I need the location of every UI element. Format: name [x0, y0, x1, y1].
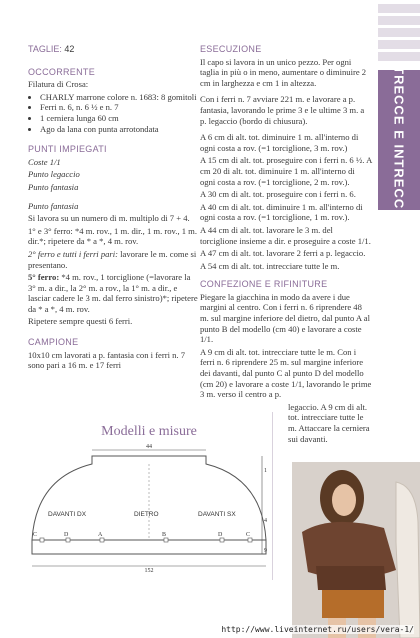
shorts [322, 590, 384, 618]
list-item: • Ferri n. 6, n. 6 ½ e n. 7 [40, 102, 198, 113]
dim-bottom-label: 9 [264, 548, 267, 554]
sizes-label: TAGLIE: [28, 44, 62, 54]
right-column [200, 44, 372, 446]
sweater-ribbing [316, 566, 386, 590]
point-marker [220, 538, 224, 542]
finishing-text: legaccio. A 9 cm di alt. tot. intrecciare tutte le m. Attaccare la cerniera sui davanti. [288, 401, 370, 444]
right-panel-label: DAVANTI SX [198, 511, 236, 518]
instructions-text: A 44 cm di alt. tot. lavorare le 3 m. del torciglione insieme a dir. e proseguire a coste 1/1. [200, 224, 371, 246]
row-text: *4 m. rov., 1 torciglione (=lavorare la 3° m. a dir., la 2° m. a rov., la 1° m. a dir., e lasciar cadere le 3 m. dal ferro sinistro)*; ripetere da * a *, 4 m. rov. [28, 272, 198, 314]
point-marker [248, 538, 252, 542]
diagram-title: Modelli e misure [101, 424, 197, 439]
tab-strip [378, 40, 420, 49]
stitch-text: Si lavora su un numero di m. multiplo di 7 + 4. [28, 213, 190, 224]
stitch-text: Ripetere sempre questi 6 ferri. [28, 316, 133, 327]
left-panel-label: DAVANTI DX [48, 511, 87, 518]
point-marker [40, 538, 44, 542]
point-marker [66, 538, 70, 542]
tab-strip [378, 4, 420, 13]
stitch-name: Punto fantasia [28, 200, 79, 211]
stitch-name: Punto fantasia [28, 181, 79, 192]
materials-list [28, 92, 198, 134]
source-url: http://www.liveinternet.ru/users/vera-1/ [221, 625, 414, 634]
instructions-heading: ESECUZIONE [200, 44, 262, 54]
point-label: B [162, 532, 167, 538]
point-label: C [246, 532, 251, 538]
point-label: D [64, 532, 69, 538]
point-label: A [98, 532, 103, 538]
model-face [332, 484, 356, 516]
schematic-drawing [26, 412, 272, 580]
point-marker [100, 538, 104, 542]
tab-strip [378, 52, 420, 61]
gauge-heading: CAMPIONE [28, 337, 79, 348]
instructions-text: A 15 cm di alt. tot. proseguire con i ferri n. 6 ½. A cm 20 di alt. tot. diminuire 1 m. all'interno di ogni costa a rov. (=1 torciglione, 2 m. rov.). [200, 155, 372, 187]
stitch-text [28, 249, 198, 270]
dim-top-label: 1 [264, 468, 267, 474]
stitches-heading: PUNTI IMPIEGATI [28, 144, 107, 155]
center-panel-label: DIETRO [134, 511, 159, 518]
instructions-text: A 54 cm di alt. tot. intrecciare tutte le m. [200, 260, 340, 271]
instructions-text: A 6 cm di alt. tot. diminuire 1 m. all'interno di ogni costa a rov. (=1 torciglione, 3 m. rov.) [200, 132, 359, 153]
section-tab [378, 66, 420, 214]
model-photo [292, 462, 420, 638]
dim-mid-label: 4 [264, 518, 267, 524]
instructions-text: A 30 cm di alt. tot. proseguire con i ferri n. 6. [200, 189, 356, 200]
row-label: 5° ferro: [28, 272, 60, 283]
finishing-heading: CONFEZIONE E RIFINITURE [200, 279, 328, 290]
point-label: D [218, 532, 223, 538]
materials-heading: OCCORRENTE [28, 66, 96, 77]
stitch-text: 1° e 3° ferro: *4 m. rov., 1 m. dir., 1 m. rov., 1 m. dir.*; ripetere da * a *, 4 m. rov. [28, 225, 198, 247]
row-text: lavorare le m. come si presentano. [28, 248, 197, 270]
finishing-text: A 9 cm di alt. tot. intrecciare tutte le m. Con i ferri n. 6 riprendere 25 m. sul margine inferiore dei davanti, dal punto C al punto D del modello (cm 20) e lavorare a coste 1/1, lavorando le prime 3 m. verso il centro a p. [200, 346, 372, 400]
list-item: • CHARLY marrone colore n. 1683: 8 gomitoli [40, 92, 198, 103]
stitch-name: Punto legaccio [28, 169, 80, 180]
schematic-diagram [26, 412, 273, 580]
row-label: 2° ferro e tutti i ferri pari: [28, 248, 119, 259]
list-item: • 1 cerniera lunga 60 cm [40, 113, 198, 124]
finishing-text: Piegare la giacchina in modo da avere i due margini al centro. Con i ferri n. 6 riprendere 48 m. sul margine inferiore del dietro, dal punto A al punto B del modello (cm 40) e lavorare a coste 1/1. [200, 291, 371, 345]
sizes-line [28, 44, 198, 55]
stitch-name: Coste 1/1 [28, 156, 61, 167]
tab-strip [378, 28, 420, 37]
model-photo-drawing [292, 462, 420, 638]
instructions-text: A 40 cm di alt. tot. diminuire 1 m. all'interno di ogni costa a rov. (=1 torciglione, 1 m. rov.). [200, 201, 363, 223]
yarn-brand: Filatura di Crosa: [28, 79, 89, 90]
stitch-text [28, 272, 198, 314]
tab-strip [378, 16, 420, 25]
instructions-text: A 47 cm di alt. tot. lavorare 2 ferri a p. legaccio. [200, 248, 366, 259]
bottom-width-label: 152 [144, 568, 154, 574]
instructions-text: Con i ferri n. 7 avviare 221 m. e lavorare a p. fantasia, lavorando le prime 3 e le ultime 3 m. a p. legaccio (bordo di chiusura). [200, 94, 365, 126]
section-tab-label: TRECCE E INTRECCI [391, 66, 407, 214]
top-width-label: 44 [146, 444, 152, 450]
point-label: C [33, 532, 38, 538]
left-column [28, 44, 198, 373]
gauge-text: 10x10 cm lavorati a p. fantasia con i ferri n. 7 sono pari a 16 m. e 17 ferri [28, 349, 186, 371]
sizes-value: 42 [64, 44, 75, 54]
list-item: • Ago da lana con punta arrotondata [40, 124, 198, 135]
instructions-text: Il capo si lavora in un unico pezzo. Per ogni taglia in più o in meno, aumentare o diminuire 2 cm in larghezza e cm 1 in altezza. [200, 56, 367, 88]
point-marker [164, 538, 168, 542]
